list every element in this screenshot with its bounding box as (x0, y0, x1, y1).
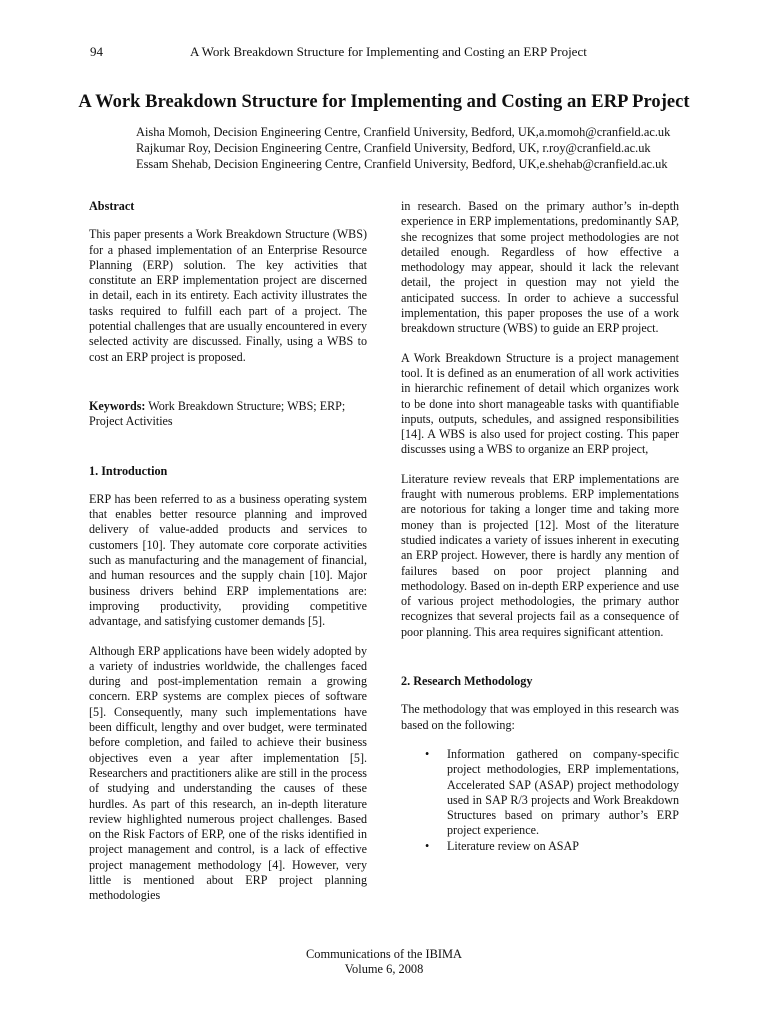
list-item: • Literature review on ASAP (425, 838, 579, 853)
paragraph: The methodology that was employed in this research was based on the following: (401, 702, 679, 732)
volume-info: Volume 6, 2008 (344, 962, 424, 976)
keywords (89, 399, 367, 430)
author-list (136, 124, 670, 172)
paragraph: in research. Based on the primary author’s in-depth experience in ERP implementations, predominantly SAP, she recognizes that some project methodologies are not detailed enough. Regardless of how effective a methodology may appear, should it lack the relevant detail, the project in question may not yield the anticipated success. In order to achieve a successful implementation, this paper proposes the use of a work breakdown structure (WBS) to guide an ERP project. (401, 199, 679, 336)
journal-name: Communications of the IBIMA (306, 947, 462, 961)
author-line: Rajkumar Roy, Decision Engineering Centre, Cranfield University, Bedford, UK, r.roy@cranfield.ac.uk (136, 141, 651, 155)
right-column (401, 199, 679, 854)
paragraph: Literature review reveals that ERP implementations are fraught with numerous problems. ERP implementations are notorious for taking a longer time and taking more money than is projected [12]. Most of the literature studied indicates a variety of issues inherent in executing an ERP project. However, there is hardly any mention of failures based on poor project planning and methodology. Based on in-depth ERP experience and use of various project methodologies, the primary author recognizes that several projects fail as a consequence of poor planning. This area requires significant attention. (401, 471, 679, 639)
bullet-icon: • (425, 746, 430, 761)
bullet-icon: • (425, 838, 430, 853)
bullet-list (401, 747, 679, 854)
author-line: Aisha Momoh, Decision Engineering Centre, Cranfield University, Bedford, UK,a.momoh@cranfield.ac.uk (136, 125, 671, 139)
author-line: Essam Shehab, Decision Engineering Centre, Cranfield University, Bedford, UK,e.shehab@cranfield.ac.uk (136, 157, 668, 171)
page-footer (0, 947, 768, 977)
left-column (89, 199, 367, 918)
paragraph: A Work Breakdown Structure is a project management tool. It is defined as an enumeration of all work activities in hierarchic refinement of detail which organizes work to be done into short manageable tasks with quantifiable inputs, outputs, schedules, and assigned responsibilities [14]. A WBS is also used for project costing. This paper discusses using a WBS to organize an ERP project, (401, 350, 679, 457)
paragraph: ERP has been referred to as a business operating system that enables better resource planning and improved delivery of value-added products and services to customers [10]. They automate core corporate activities such as manufacturing and the management of financial, and human resources and the supply chain [10]. Major business drivers behind ERP implementations are: improving productivity, providing competitive advantage, and satisfying customer demands [5]. (89, 491, 367, 629)
section-heading-introduction: 1. Introduction (89, 463, 168, 478)
section-heading-research-methodology: 2. Research Methodology (401, 674, 533, 689)
keywords-label: Keywords: (89, 398, 146, 413)
page-number: 94 (90, 44, 103, 59)
running-title: A Work Breakdown Structure for Implementing and Costing an ERP Project (190, 44, 587, 59)
list-item: • Information gathered on company-specific project methodologies, ERP implementations, Accelerated SAP (ASAP) project methodology used in SAP R/3 projects and Work Breakdown Structures based on primary author’s ERP project experience. (425, 746, 679, 838)
paragraph: Although ERP applications have been widely adopted by a variety of industries worldwide, the challenges faced during and post-implementation remain a growing concern. ERP systems are complex pieces of software [5]. Consequently, many such implementations have been difficult, lengthy and over budget, were terminated before completion, and failed to achieve their business objectives even a year after implementation [5]. Researchers and practitioners alike are still in the process of studying and understanding the causes of these hurdles. As part of this research, an in-depth literature review highlighted numerous project challenges. Based on the Risk Factors of ERP, one of the risks identified in project management and control, is a lack of effective project management methodology [4]. However, very little is mentioned about ERP project planning methodologies (89, 643, 367, 903)
abstract-heading: Abstract (89, 199, 135, 213)
paper-title: A Work Breakdown Structure for Implementing and Costing an ERP Project (78, 92, 690, 112)
keywords-text: Work Breakdown Structure; WBS; ERP; Project Activities (89, 398, 346, 429)
abstract-text: This paper presents a Work Breakdown Structure (WBS) for a phased implementation of an Enterprise Resource Planning (ERP) solution. The key activities that constitute an ERP implementation project are discerned in detail, each in its entirety. Each activity illustrates the tasks required to fulfill each part of a project. The potential challenges that are usually encountered in every selected activity are discussed. Finally, using a WBS to cost an ERP project is proposed. (89, 227, 367, 364)
